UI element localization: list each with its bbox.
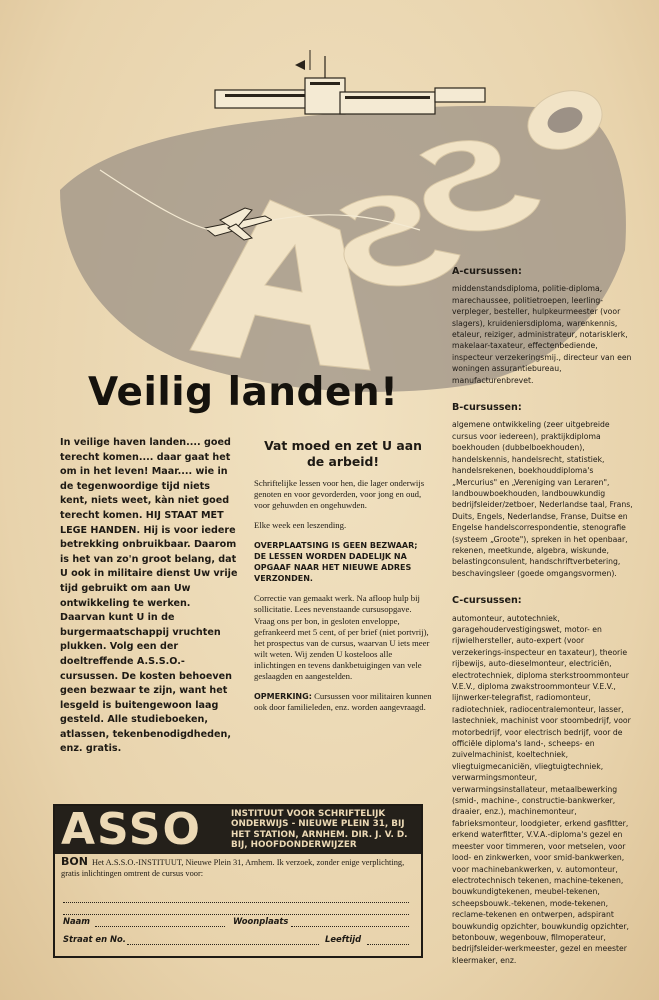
c-courses-title: C-cursussen: bbox=[452, 595, 522, 607]
bon-title: BON bbox=[61, 855, 88, 868]
age-label: Leeftijd bbox=[325, 934, 362, 944]
b-courses-title: B-cursussen: bbox=[452, 402, 522, 414]
middle-paragraph-2: Elke week een leszending. bbox=[254, 520, 347, 531]
street-field[interactable] bbox=[127, 944, 319, 945]
note-text: Cursussen voor militairen kunnen ook door familieleden, enz. worden aangevraagd. bbox=[254, 691, 432, 713]
course-list bbox=[452, 266, 634, 982]
place-field[interactable] bbox=[291, 926, 409, 927]
street-label: Straat en No. bbox=[63, 934, 126, 944]
name-field[interactable] bbox=[95, 926, 225, 927]
middle-paragraph-3: OVERPLAATSING IS GEEN BEZWAAR; DE LESSEN WORDEN DADELIJK NA OPGAAF NAAR HET NIEUWE ADRES VERZONDEN. bbox=[254, 541, 418, 584]
headline: Veilig landen! bbox=[88, 370, 399, 415]
middle-note bbox=[254, 691, 432, 713]
a-courses-title: A-cursussen: bbox=[452, 266, 522, 277]
middle-heading: Vat moed en zet U aan de arbeid! bbox=[264, 438, 422, 469]
intro-text: In veilige haven landen.... goed terecht komen.... daar gaat het om in het leven! Maar.... wie in de tegenwoordige tijd niets kent, niets weet, kàn niet goed terecht komen. HIJ STAAT MET LEGE HANDEN. Hij is voor iedere betrekking onbruikbaar. Daarom is het van zo'n groot belang, dat U ook in militaire dienst Uw vrije tijd gebruikt om aan Uw ontwikkeling te werken. Daarvan kunt U in de burgermaatschappij vruchten plukken. Volg een der doeltreffende A.S.S.O.-cursussen. De kosten behoeven geen bezwaar te zijn, want het lesgeld is buitengewoon laag gesteld. Alle studieboeken, atlassen, tekenbenodigdheden, enz. gratis. bbox=[60, 437, 238, 755]
asso-logo: ASSO bbox=[61, 804, 202, 855]
institute-address: INSTITUUT VOOR SCHRIFTELIJK ONDERWIJS - NIEUWE PLEIN 31, BIJ HET STATION, ARNHEM. DIR. J. V. D. BIJ, HOOFDONDERWIJZER bbox=[231, 809, 408, 851]
c-courses-text: automonteur, autotechniek, garagehoudervestigingswet, motor- en rijwielhersteller, auto-expert (voor verzekerings-inspecteur en taxateur), theorie rijbewijs, auto-dieselmonteur, electriciën, electrotechniek, diploma sterkstroommonteur V.E.V., diploma zwakstroommonteur V.E.V., lijnwerker-telegrafist, radiomonteur, radiotechniek, radiocentralemonteur, lasser, lastechniek, machinist voor stoombedrijf, voor motorbedrijf, voor electrisch bedrijf, voor de officiële diploma's land-, scheeps- en zuivelmachinist, koeltechniek, vliegtuigmecaniciën, vliegtuigtechniek, verwarmingsmonteur, verwarmingsinstallateur, metaalbewerking (smid-, machine-, constructie-bankwerker, draaier, enz.), machinemonteur, fabrieksmonteur, loodgieter, erkend gasfitter, erkend waterfitter, V.V.A.-diploma's gezel en meester voor timmeren, voor metselen, voor lood- en zinkwerken, voor smid-bankwerken, voor machinebankwerken, v. automonteur, electrotechnisch tekenen, machine-tekenen, bouwkundigtekenen, meubel-tekenen, scheepsbouwk.-tekenen, mode-tekenen, reclame-tekenen en ontwerpen, adspirant bouwkundig opzichter, bouwkundig opzichter, betonbouw, wegenbouw, filmoperateur, bedrijfsleider-werkmeester, gezel en meester kleermaker, enz. bbox=[452, 613, 631, 965]
place-label: Woonplaats bbox=[233, 916, 289, 926]
note-label: OPMERKING: bbox=[254, 692, 312, 702]
a-courses-text: middenstandsdiploma, politie-diploma, marechaussee, politietroepen, leerling-verpleger, besteller, hulpkeurmeester (voor slagers), kruideniersdiploma, warenkennis, etaleur, reiziger, administrateur, notarisklerk, makelaar-taxateur, effectenbediende, inspecteur verzekeringsmij., directeur van een woningen assurantiebureau, manufacturenbrevet. bbox=[452, 284, 632, 385]
course-line-2[interactable] bbox=[63, 914, 409, 915]
course-line-1[interactable] bbox=[63, 902, 409, 903]
b-courses-text: algemene ontwikkeling (zeer uitgebreide cursus voor iedereen), praktijkdiploma boekhouden (dubbelboekhouden), handelskennis, handelsrecht, statistiek, handelsrekenen, boekhouddiploma's „Mercurius" en „Vereniging van Leraren", landbouwboekhouden, landbouwkundig bedrijfsleider/zetboer, Nederlandse taal, Frans, Duits, Engels, Nederlandse, Franse, Duitse en Engelse handelscorrespondentie, stenografie (systeem „Groote"), spreken in het openbaar, rekenen, meetkunde, algebra, wiskunde, belastingconsulent, handschriftverbetering, beschavingsleer (goede omgangsvormen). bbox=[452, 420, 633, 578]
coupon-header bbox=[55, 806, 421, 854]
order-coupon bbox=[53, 804, 423, 958]
coupon-request bbox=[61, 856, 417, 879]
middle-paragraph-4: Correctie van gemaakt werk. Na afloop hulp bij sollicitatie. Lees nevenstaande cursusopgave. Vraag ons per bon, in gesloten enveloppe, gefrankeerd met 5 cent, of per brief (niet portvrij), het prospectus van de cursus, waarvan U iets meer wilt weten. Wij zenden U kosteloos alle inlichtingen en tevens dankbetuigingen van vele geslaagden en aangestelden. bbox=[254, 593, 430, 682]
bon-text: Het A.S.S.O.-INSTITUUT, Nieuwe Plein 31, Arnhem. Ik verzoek, zonder enige verplichting, gratis inlichtingen omtrent de cursus voor: bbox=[61, 858, 405, 878]
age-field[interactable] bbox=[367, 944, 409, 945]
name-label: Naam bbox=[63, 916, 91, 926]
middle-paragraph-1: Schriftelijke lessen voor hen, die lager onderwijs genoten en voor gevorderden, voor jong en oud, voor gehuwden en ongehuwden. bbox=[254, 478, 425, 511]
middle-column bbox=[254, 438, 432, 722]
